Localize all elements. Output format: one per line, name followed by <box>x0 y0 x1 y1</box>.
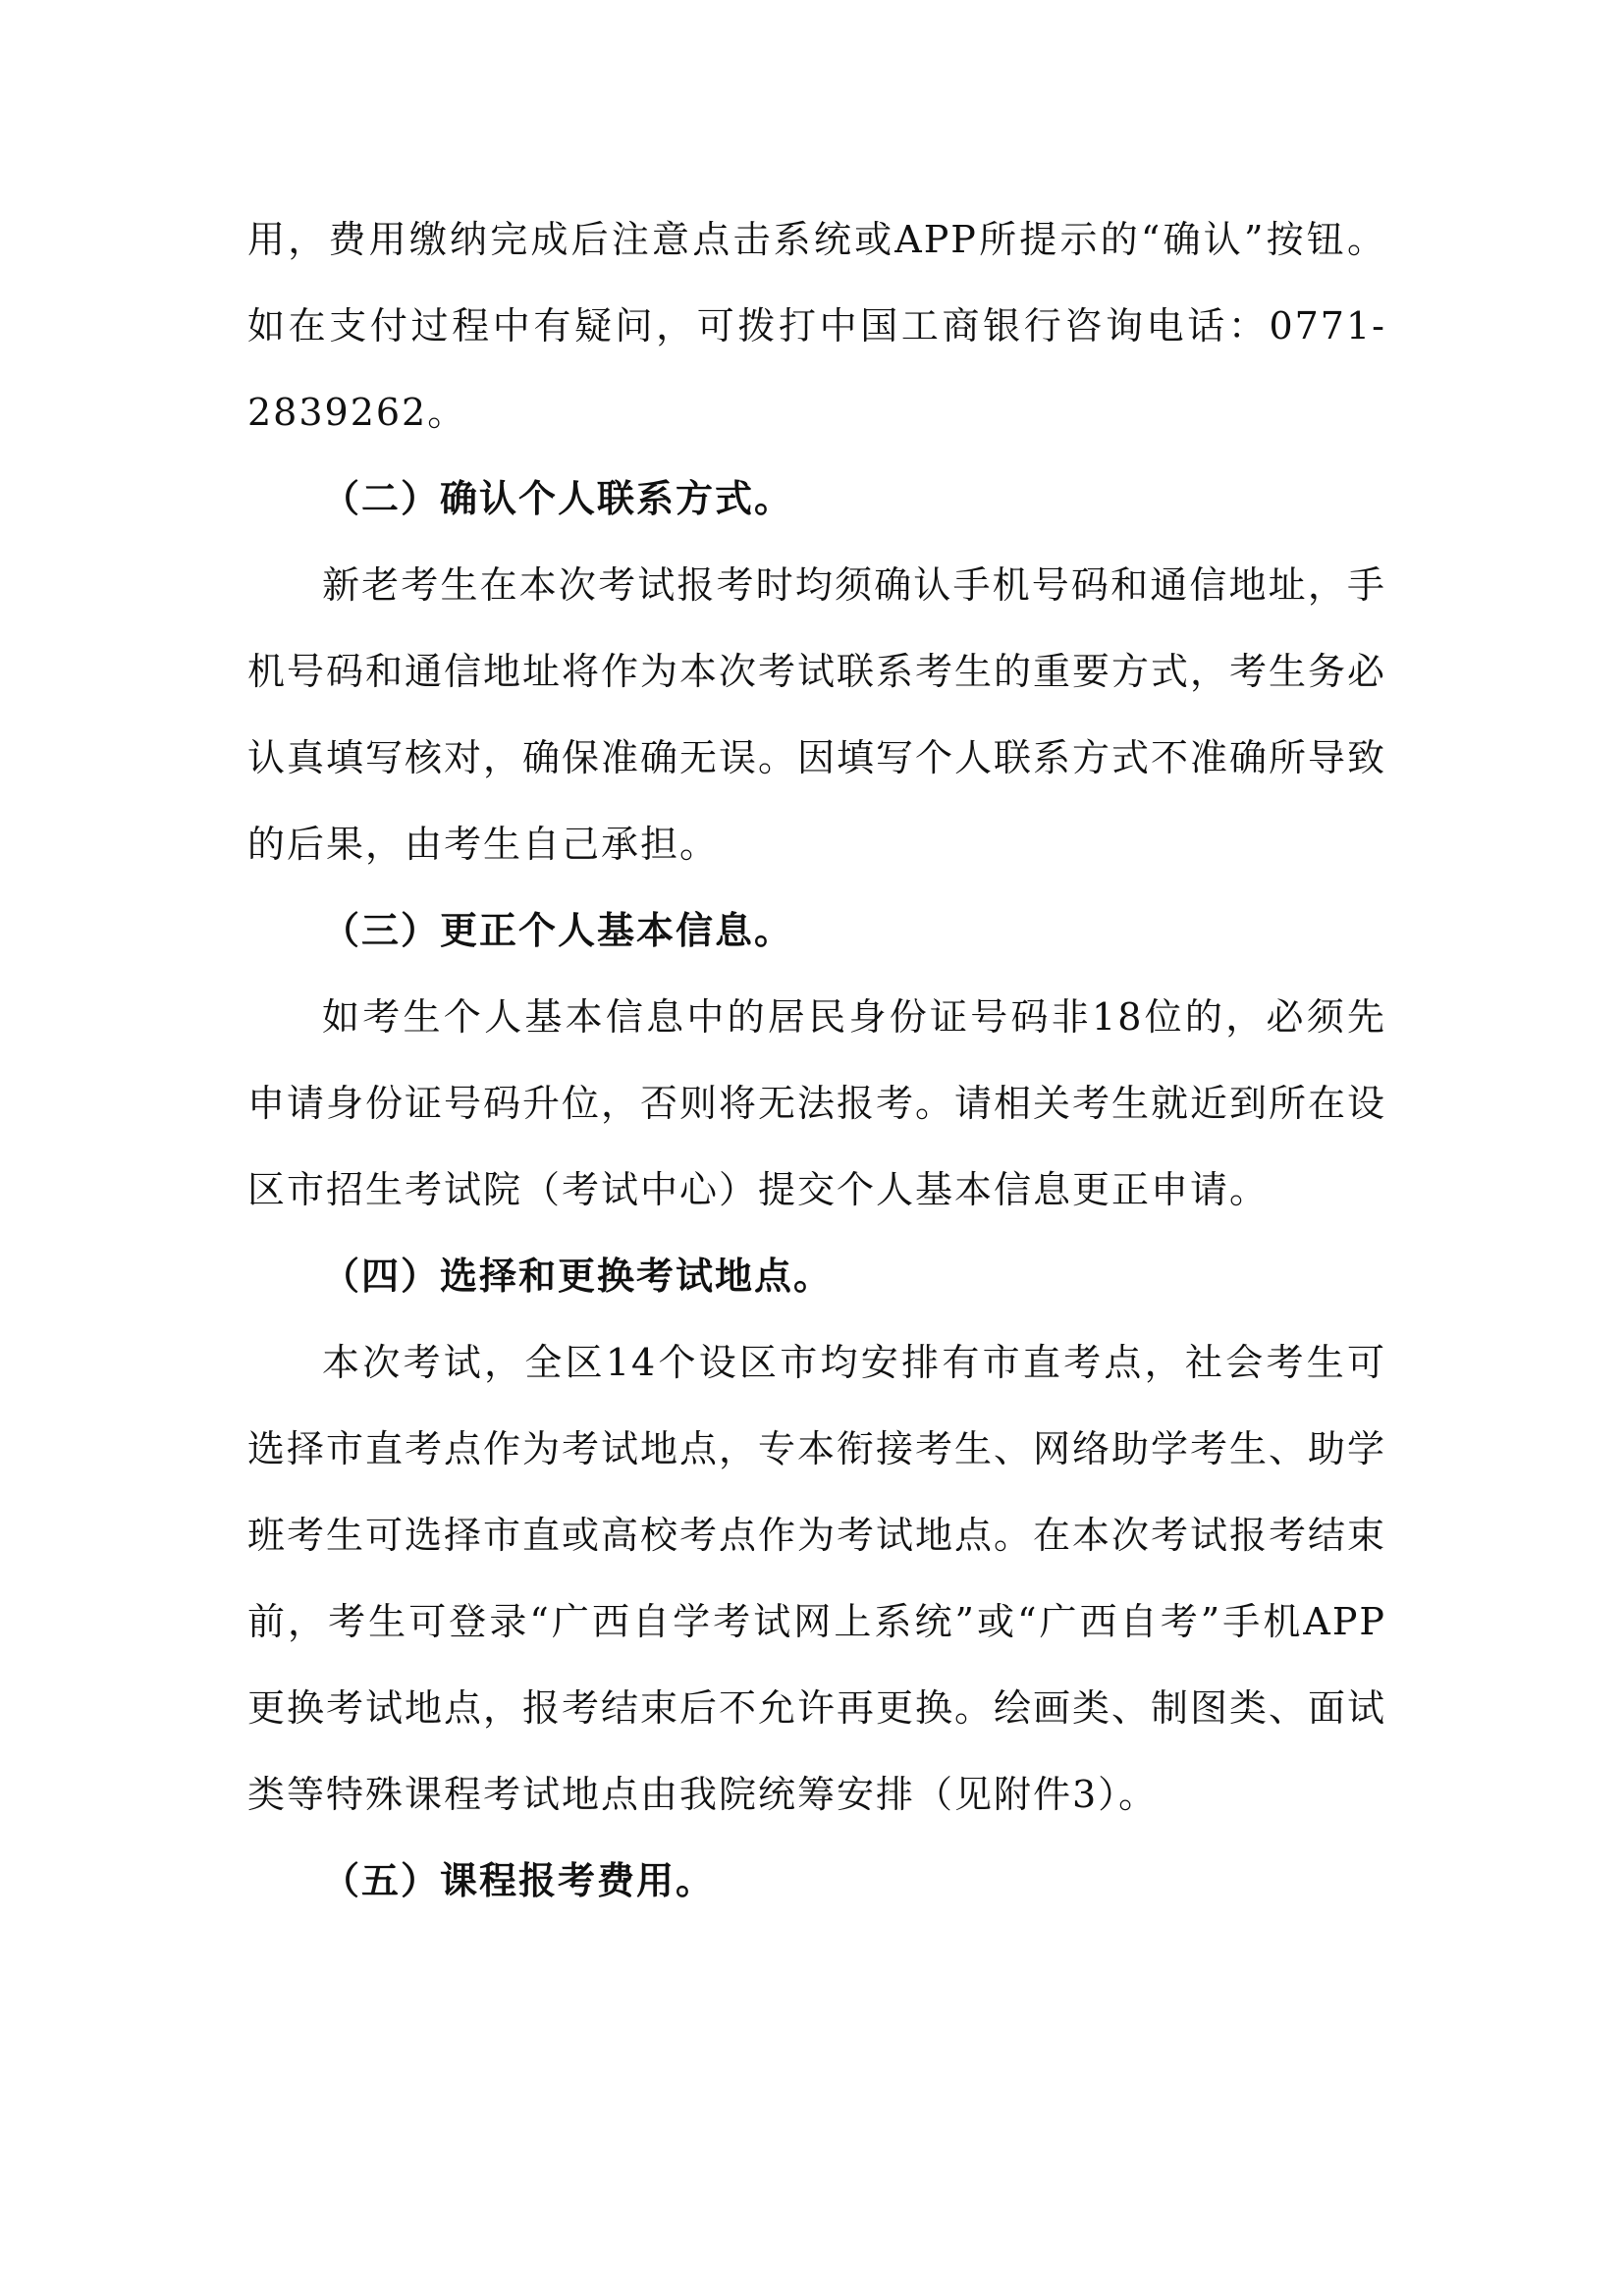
section-heading-basic-info: （三）更正个人基本信息。 <box>322 909 794 952</box>
section-heading-contact: （二）确认个人联系方式。 <box>322 477 794 520</box>
paragraph-exam-location: 本次考试，全区14个设区市均安排有市直考点，社会考生可选择市直考点作为考试地点，专本衔接考生、网络助学考生、助学班考生可选择市直或高校考点作为考试地点。在本次考试报考结束前，考生可登录“广西自学考试网上系统”或“广西自考”手机APP更换考试地点，报考结束后不允许再更换。绘画类、制图类、面试类等特殊课程考试地点由我院统筹安排（见附件3）。 <box>247 1341 1387 1816</box>
paragraph-payment-continued: 用，费用缴纳完成后注意点击系统或APP所提示的“确认”按钮。如在支付过程中有疑问，可拨打中国工商银行咨询电话：0771-2839262。 <box>247 218 1386 434</box>
paragraph-basic-info: 如考生个人基本信息中的居民身份证号码非18位的，必须先申请身份证号码升位，否则将无法报考。请相关考生就近到所在设区市招生考试院（考试中心）提交个人基本信息更正申请。 <box>247 995 1387 1211</box>
section-heading-exam-location: （四）选择和更换考试地点。 <box>322 1255 834 1298</box>
paragraph-contact: 新老考生在本次考试报考时均须确认手机号码和通信地址，手机号码和通信地址将作为本次考试联系考生的重要方式，考生务必认真填写核对，确保准确无误。因填写个人联系方式不准确所导致的后果，由考生自己承担。 <box>247 563 1387 866</box>
section-heading-fees: （五）课程报考费用。 <box>322 1859 716 1902</box>
document-body <box>247 196 1386 1924</box>
